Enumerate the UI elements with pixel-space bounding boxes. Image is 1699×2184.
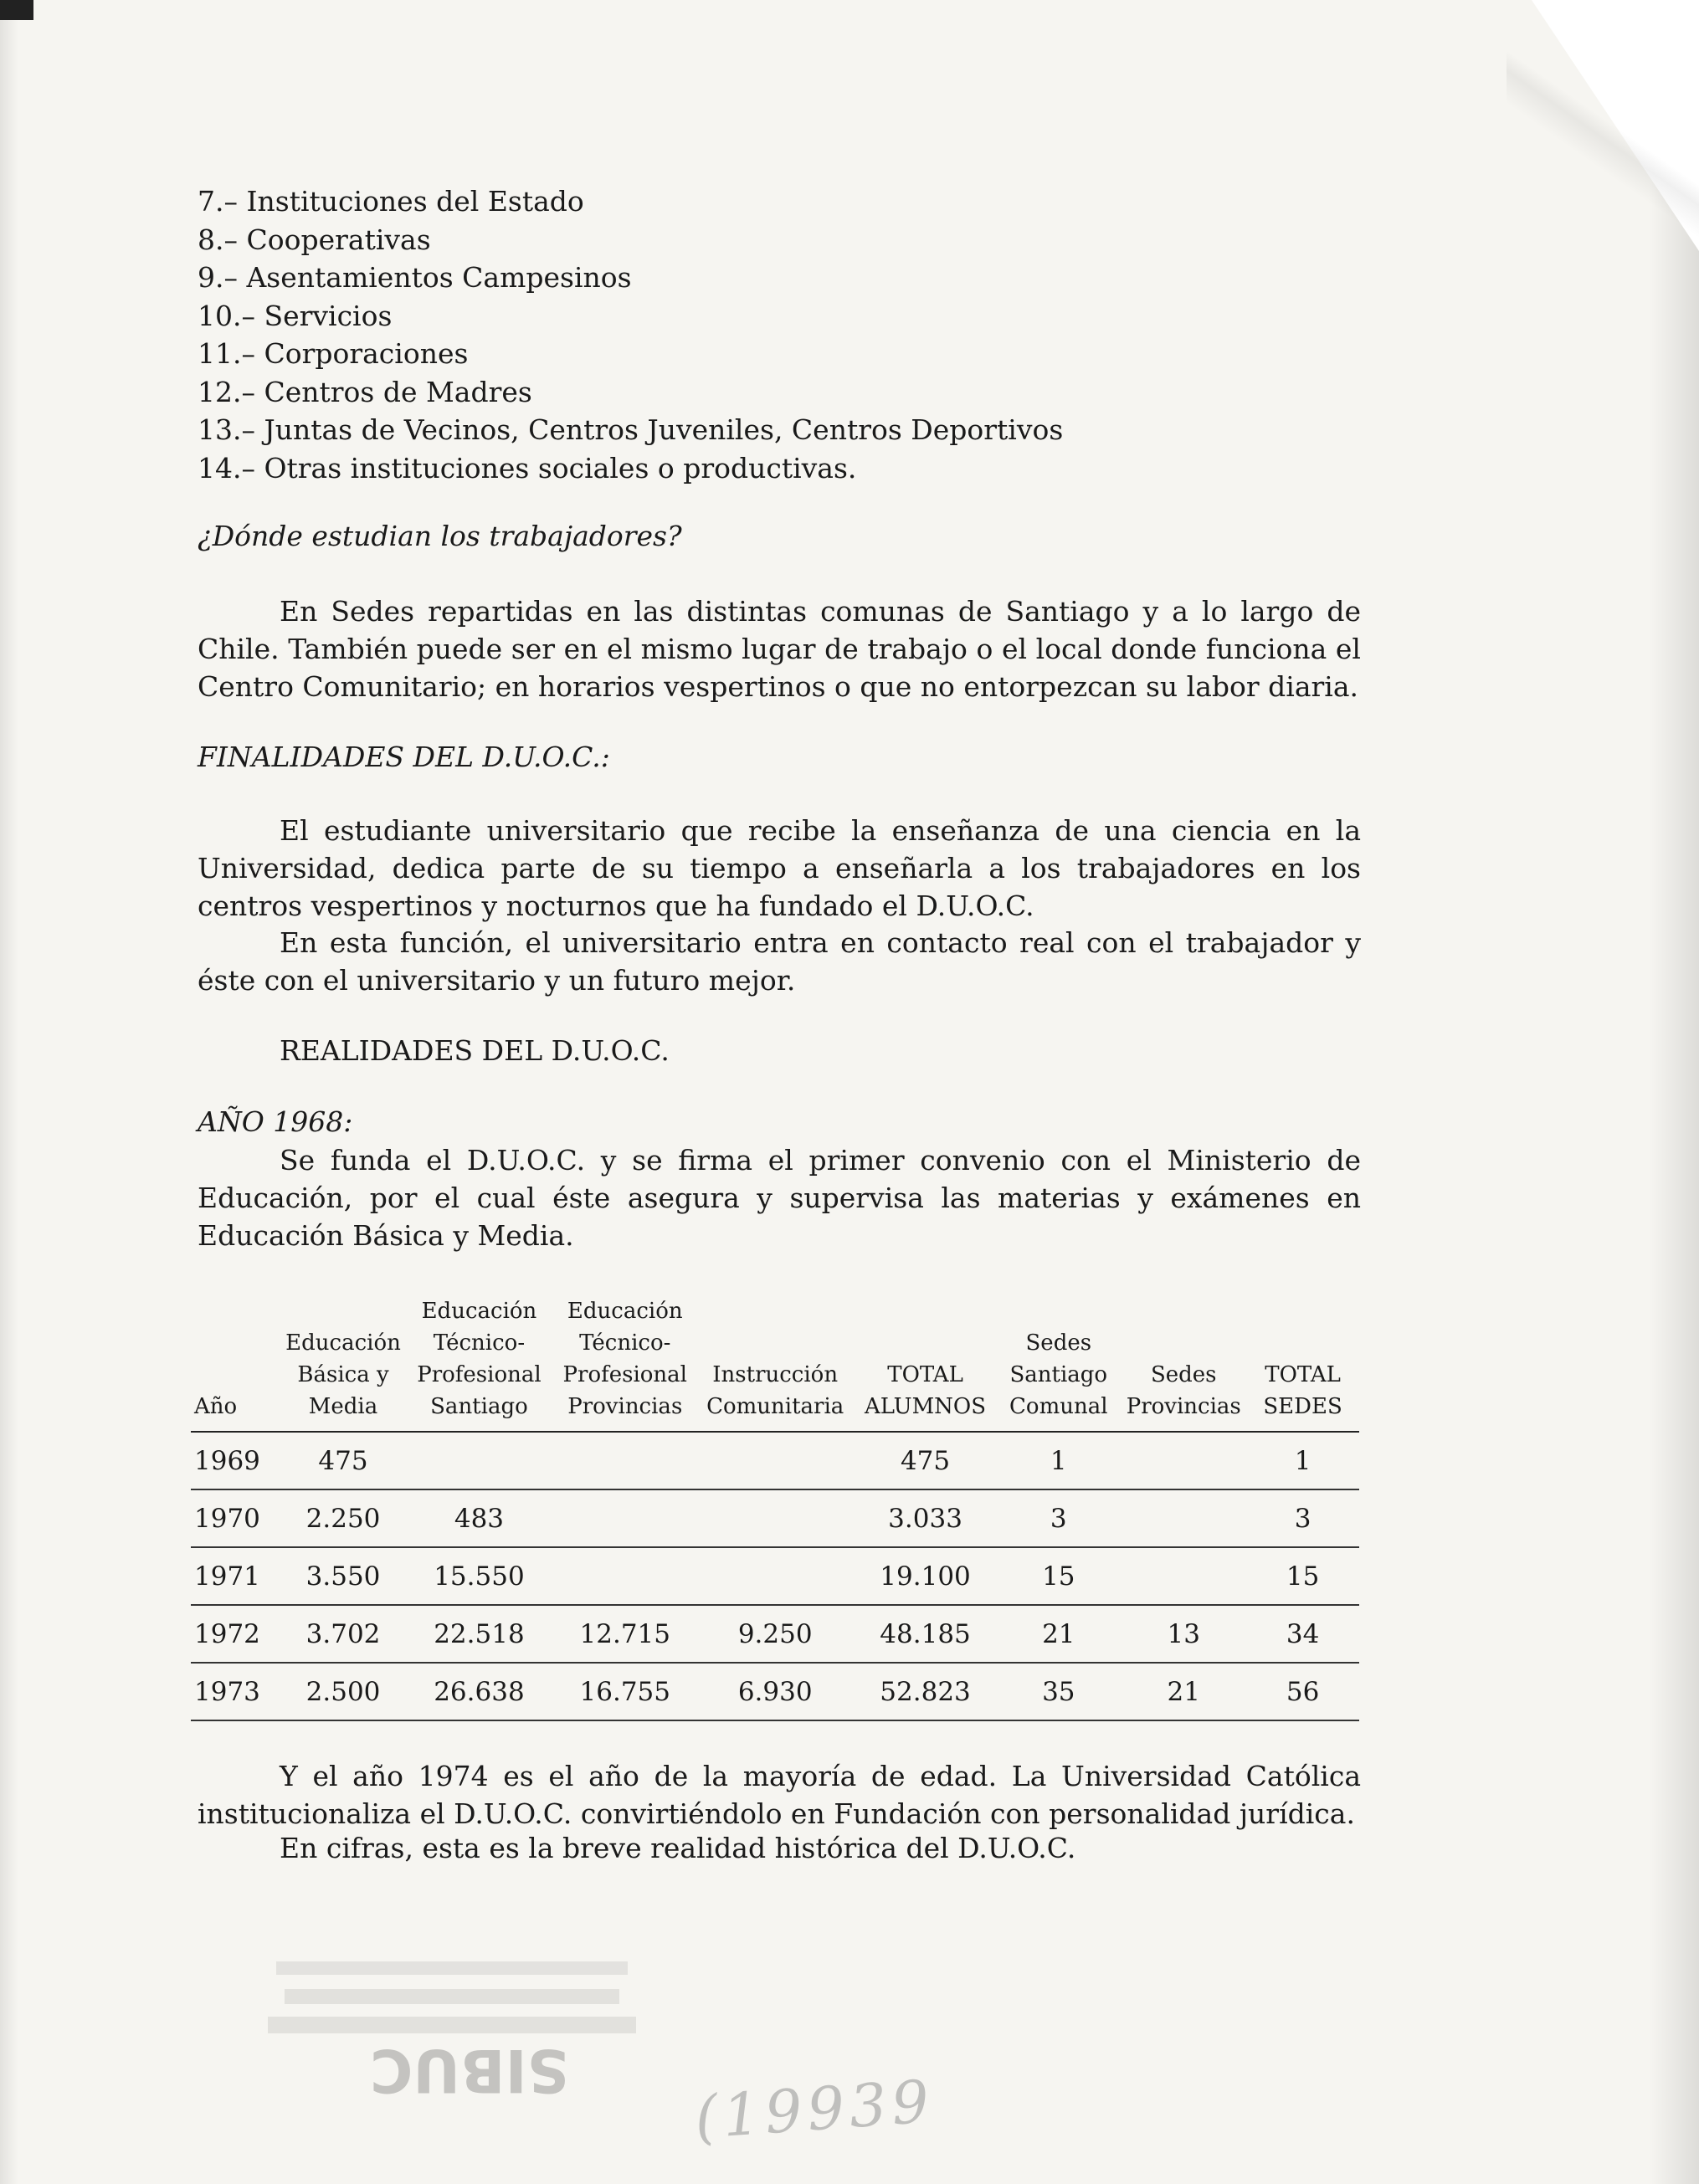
cell-sedes-santiago: 35 [1042, 1676, 1075, 1707]
table-row [191, 1663, 1359, 1720]
list-item: 12.– Centros de Madres [198, 375, 532, 408]
cell-anio: 1969 [194, 1445, 260, 1476]
scan-right-edge [1649, 0, 1699, 2184]
cell-tec-provincias [554, 1432, 696, 1489]
cell-tec-provincias [554, 1489, 696, 1547]
realidades-heading: REALIDADES DEL D.U.O.C. [280, 1034, 670, 1067]
anio-1968-heading: AÑO 1968: [198, 1105, 353, 1138]
donde-heading: ¿Dónde estudian los trabajadores? [198, 520, 682, 552]
cell-sedes-provincias [1121, 1432, 1246, 1489]
list-item: 13.– Juntas de Vecinos, Centros Juveniles, Centros Deportivos [198, 413, 1064, 446]
cell-sedes-provincias: 21 [1167, 1676, 1200, 1707]
list-item: 7.– Instituciones del Estado [198, 185, 584, 218]
header-educacion-basica: Educación Básica y Media [285, 1330, 401, 1419]
cell-instruccion [696, 1489, 855, 1547]
institutions-list [198, 182, 1063, 487]
folded-corner-shadow [1507, 0, 1699, 276]
header-total-alumnos: TOTAL ALUMNOS [865, 1362, 987, 1419]
header-sedes-santiago: Sedes Santiago Comunal [1009, 1330, 1108, 1419]
header-anio: Año [194, 1394, 238, 1419]
cell-basica: 3.550 [305, 1561, 381, 1592]
cell-tec-santiago [404, 1432, 554, 1489]
cell-anio: 1970 [194, 1503, 260, 1534]
cell-total-sedes: 56 [1286, 1676, 1320, 1707]
header-total-sedes: TOTAL SEDES [1263, 1362, 1342, 1419]
cell-basica: 2.250 [305, 1503, 381, 1534]
header-sedes-provincias: Sedes Provincias [1126, 1362, 1241, 1419]
cell-instruccion [696, 1547, 855, 1605]
cell-total-sedes: 3 [1294, 1503, 1311, 1534]
header-tecnico-provincias: Educación Técnico-Profesional Provincias [562, 1299, 687, 1419]
cell-instruccion [696, 1432, 855, 1489]
cell-tec-provincias [554, 1547, 696, 1605]
cell-instruccion: 9.250 [737, 1618, 813, 1649]
cell-sedes-santiago: 15 [1042, 1561, 1075, 1592]
cell-tec-santiago: 15.550 [434, 1561, 525, 1592]
table-row [191, 1605, 1359, 1663]
handwritten-number: (19939 [692, 2067, 937, 2152]
header-tecnico-santiago: Educación Técnico-Profesional Santiago [417, 1299, 542, 1419]
cell-sedes-santiago: 21 [1042, 1618, 1075, 1649]
cell-total-alumnos: 3.033 [888, 1503, 962, 1534]
cell-total-alumnos: 52.823 [880, 1676, 971, 1707]
cell-tec-santiago: 22.518 [434, 1618, 525, 1649]
cell-basica: 475 [318, 1445, 368, 1476]
cell-instruccion: 6.930 [737, 1676, 813, 1707]
list-item: 10.– Servicios [198, 299, 393, 332]
scan-left-edge [0, 0, 18, 2184]
cell-tec-provincias: 12.715 [579, 1618, 670, 1649]
list-item: 9.– Asentamientos Campesinos [198, 261, 632, 294]
cell-anio: 1973 [194, 1676, 260, 1707]
closing-paragraph-1: Y el año 1974 es el año de la mayoría de edad. La Universidad Católica institucionaliza el D.U.O.C. convirtiéndolo en Fundación con personalidad jurídica. [198, 1760, 1361, 1830]
header-instruccion-comunitaria: Instrucción Comunitaria [706, 1362, 844, 1419]
donde-paragraph: En Sedes repartidas en las distintas comunas de Santiago y a lo largo de Chile. También puede ser en el mismo lugar de trabajo o el local donde funciona el Centro Comunitario; en horarios vespertinos o que no entorpezcan su labor diaria. [198, 595, 1361, 703]
finalidades-paragraph-2: En esta función, el universitario entra en contacto real con el trabajador y éste con el universitario y un futuro mejor. [198, 926, 1361, 997]
duoc-statistics-table [191, 1295, 1359, 1721]
table-row [191, 1432, 1359, 1489]
table-header-row [191, 1295, 1359, 1432]
cell-total-alumnos: 19.100 [880, 1561, 971, 1592]
cell-sedes-santiago: 3 [1050, 1503, 1067, 1534]
library-stamp [234, 1941, 670, 2109]
cell-total-alumnos: 475 [900, 1445, 951, 1476]
stamp-text: SIBUC [369, 2036, 569, 2105]
cell-total-alumnos: 48.185 [880, 1618, 971, 1649]
table-row [191, 1547, 1359, 1605]
cell-tec-santiago: 483 [454, 1503, 505, 1534]
list-item: 14.– Otras instituciones sociales o productivas. [198, 451, 857, 484]
list-item: 11.– Corporaciones [198, 337, 469, 370]
cell-basica: 3.702 [305, 1618, 381, 1649]
closing-paragraph-2: En cifras, esta es la breve realidad histórica del D.U.O.C. [280, 1832, 1076, 1864]
anio-1968-paragraph: Se funda el D.U.O.C. y se firma el primer convenio con el Ministerio de Educación, por el cual éste asegura y supervisa las materias y exámenes en Educación Básica y Media. [198, 1144, 1361, 1252]
finalidades-paragraph-1: El estudiante universitario que recibe la enseñanza de una ciencia en la Universidad, dedica parte de su tiempo a enseñarla a los trabajadores en los centros vespertinos y nocturnos que ha fundado el D.U.O.C. [198, 814, 1361, 922]
cell-total-sedes: 15 [1286, 1561, 1320, 1592]
cell-total-sedes: 1 [1294, 1445, 1311, 1476]
cell-sedes-provincias: 13 [1167, 1618, 1200, 1649]
cell-anio: 1972 [194, 1618, 260, 1649]
list-item: 8.– Cooperativas [198, 223, 431, 256]
cell-sedes-provincias [1121, 1547, 1246, 1605]
cell-tec-provincias: 16.755 [579, 1676, 670, 1707]
cell-tec-santiago: 26.638 [434, 1676, 525, 1707]
cell-basica: 2.500 [305, 1676, 381, 1707]
cell-anio: 1971 [194, 1561, 260, 1592]
cell-sedes-provincias [1121, 1489, 1246, 1547]
finalidades-heading: FINALIDADES DEL D.U.O.C.: [198, 741, 610, 773]
scan-corner-mark [0, 0, 33, 20]
table-row [191, 1489, 1359, 1547]
cell-sedes-santiago: 1 [1050, 1445, 1067, 1476]
cell-total-sedes: 34 [1286, 1618, 1320, 1649]
